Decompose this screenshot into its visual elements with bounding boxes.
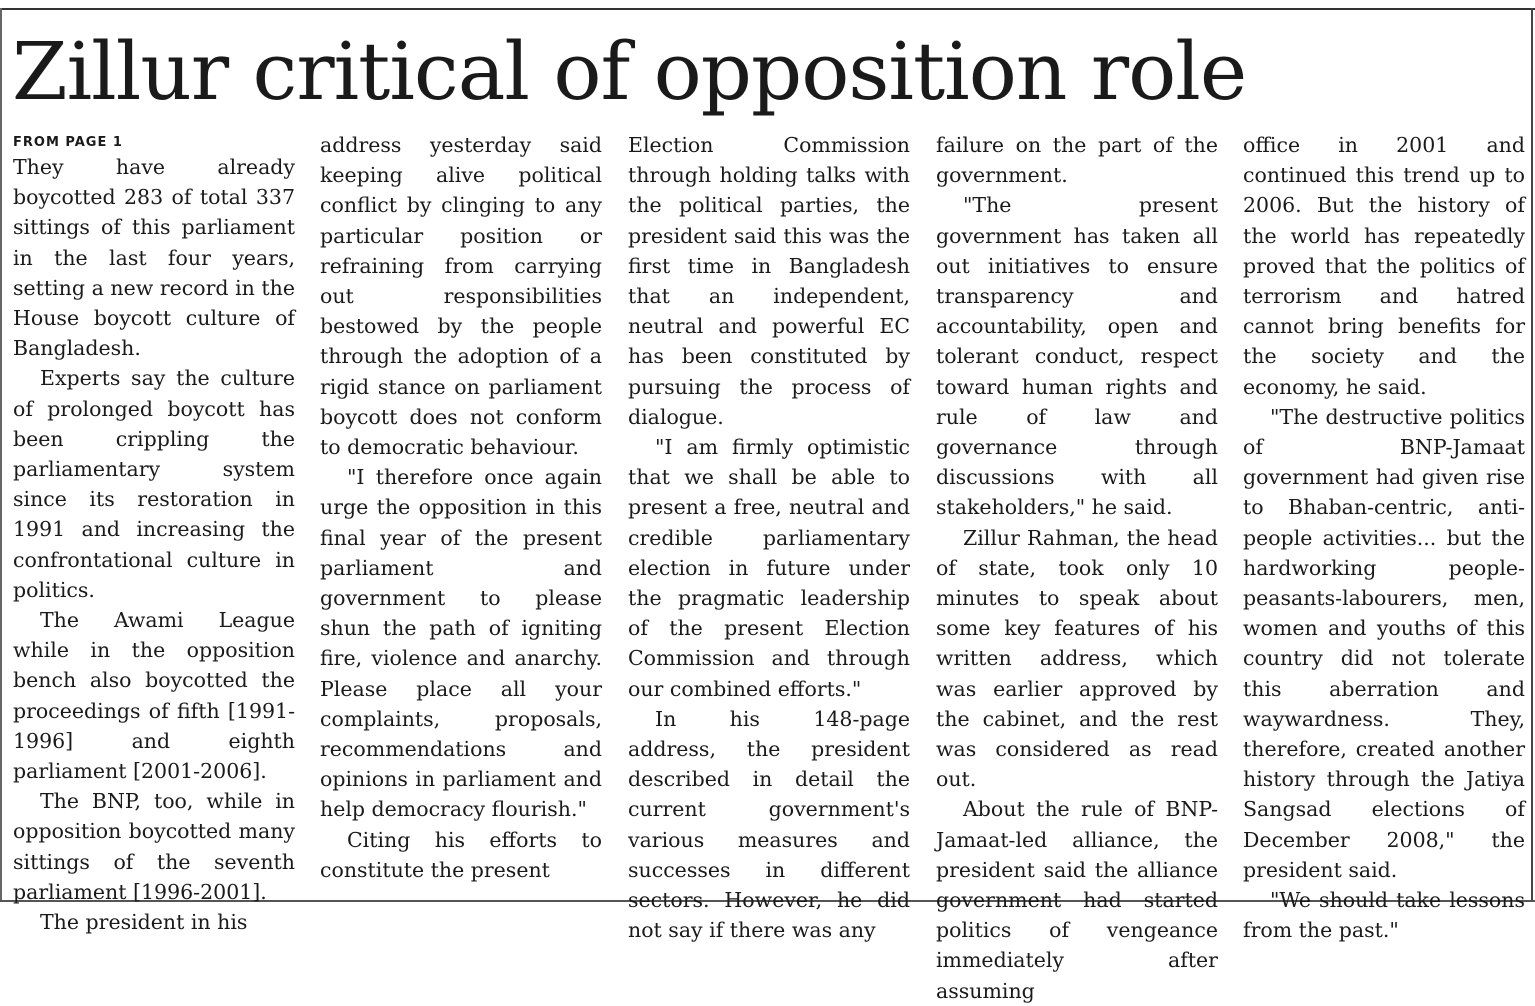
top-rule xyxy=(0,8,1535,10)
right-rule xyxy=(1531,8,1533,902)
column-4-paragraph-1: failure on the part of the government. xyxy=(936,133,1218,188)
column-4-paragraph-3: Zillur Rahman, the head of state, took only 10 minutes to speak about some key features of his written address, which was earlier approved by the cabinet, and the rest was considered as read out. xyxy=(936,525,1218,792)
column-1-paragraph-2: Experts say the culture of prolonged boycott has been crippling the parliamentary system since its restoration in 1991 and increasing the confrontational culture in politics. xyxy=(13,366,295,602)
column-1-paragraph-1: They have already boycotted 283 of total 337 sittings of this parliament in the last four years, setting a new record in the House boycott culture of Bangladesh. xyxy=(13,155,295,361)
article-column-2 xyxy=(320,130,602,892)
article-column-3 xyxy=(628,130,910,943)
column-3-paragraph-2: "I am firmly optimistic that we shall be able to present a free, neutral and credible parliamentary election in future under the pragmatic leadership of the present Election Commission and through our combined efforts." xyxy=(628,435,910,701)
column-2-paragraph-1: address yesterday said keeping alive political conflict by clinging to any particular position or refraining from carrying out responsibilities bestowed by the people through the adoption of a rigid stance on parliament boycott does not conform to democratic behaviour. xyxy=(320,133,602,460)
article-column-1 xyxy=(13,135,295,935)
left-rule xyxy=(0,8,2,902)
column-1-paragraph-4: The BNP, too, while in opposition boycotted many sittings of the seventh parliament [1996-2001]. xyxy=(13,789,295,904)
column-5-paragraph-3: "We should take lessons from the past." xyxy=(1243,888,1525,943)
column-2-paragraph-3: Citing his efforts to constitute the present xyxy=(320,827,602,882)
headline: Zillur critical of opposition role xyxy=(12,25,1247,118)
column-4-paragraph-4: About the rule of BNP-Jamaat-led alliance, the president said the alliance government had started politics of vengeance immediately after assuming xyxy=(936,797,1218,1003)
column-1-paragraph-3: The Awami League while in the opposition bench also boycotted the proceedings of fifth [1991-1996] and eighth parliament [2001-2006]. xyxy=(13,608,295,784)
article-column-5 xyxy=(1243,130,1525,943)
column-3-paragraph-1: Election Commission through holding talks with the political parties, the president said this was the first time in Bangladesh that an independent, neutral and powerful EC has been constituted by pursuing the process of dialogue. xyxy=(628,133,910,429)
column-1-paragraph-5: The president in his xyxy=(40,910,248,935)
column-3-paragraph-3: In his 148-page address, the president described in detail the current government's various measures and successes in different sectors. However, he did not say if there was any xyxy=(628,706,910,943)
column-5-paragraph-1: office in 2001 and continued this trend up to 2006. But the history of the world has repeatedly proved that the politics of terrorism and hatred cannot bring benefits for the society and the economy, he said. xyxy=(1243,133,1525,399)
article-column-4 xyxy=(936,130,1218,1003)
continuation-kicker: FROM PAGE 1 xyxy=(13,135,123,150)
column-4-paragraph-2: "The present government has taken all out initiatives to ensure transparency and accountability, open and tolerant conduct, respect toward human rights and rule of law and governance through discussions with all stakeholders," he said. xyxy=(936,193,1218,520)
column-5-paragraph-2: "The destructive politics of BNP-Jamaat government had given rise to Bhaban-centric, anti-people activities... but the hardworking people-peasants-labourers, men, women and youths of this country did not tolerate this aberration and waywardness. They, therefore, created another history through the Jatiya Sangsad elections of December 2008," the president said. xyxy=(1243,404,1525,882)
column-2-paragraph-2: "I therefore once again urge the opposition in this final year of the present parliament and government to please shun the path of igniting fire, violence and anarchy. Please place all your complaints, proposals, recommendations and opinions in parliament and help democracy flourish." xyxy=(320,465,602,822)
